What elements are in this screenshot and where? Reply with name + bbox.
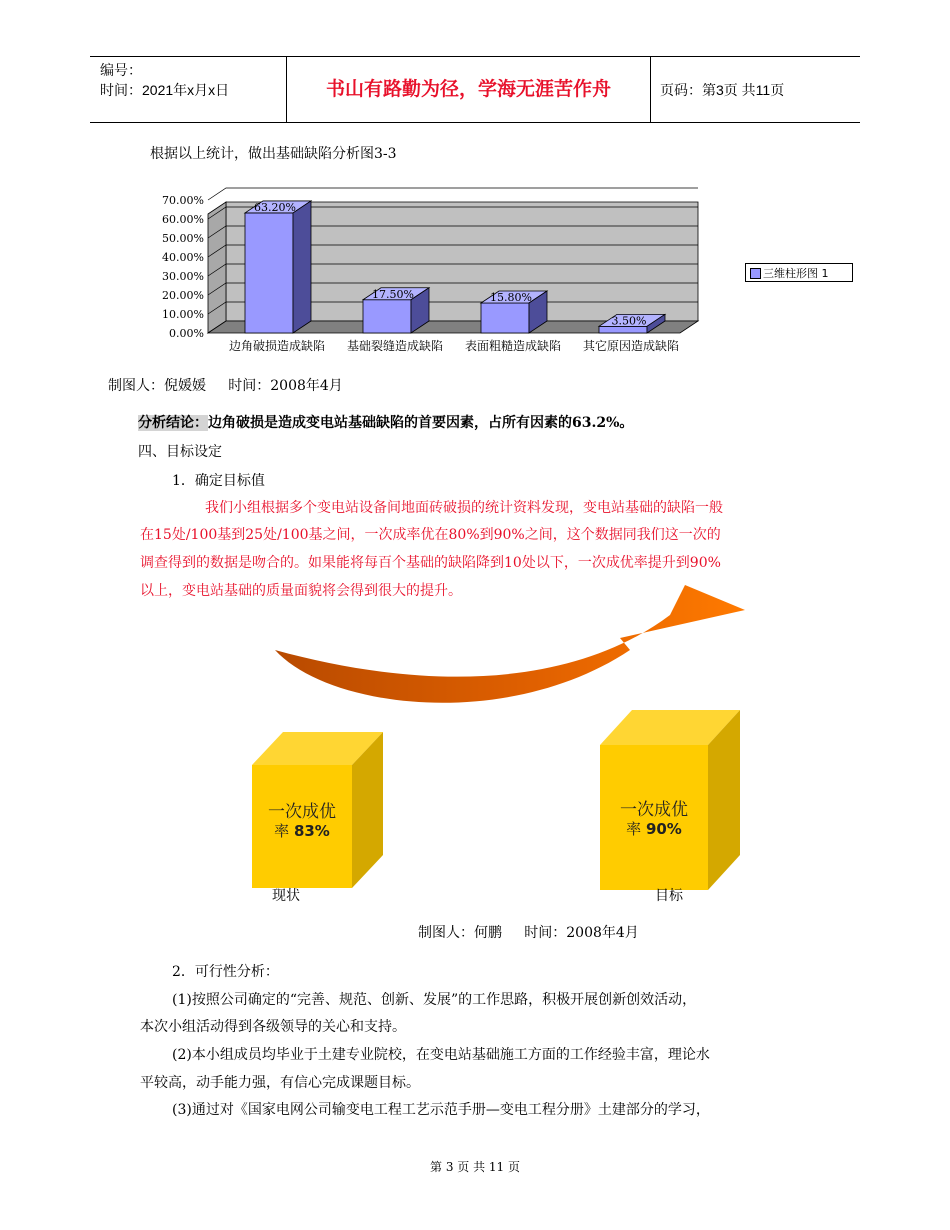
section4-title: 四、目标设定 bbox=[138, 444, 222, 460]
chart-x-categories bbox=[229, 338, 679, 353]
sub2-title: 2．可行性分析： bbox=[172, 964, 279, 980]
feasibility-line-1: (1)按照公司确定的“完善、规范、创新、发展”的工作思路，积极开展创新创效活动， bbox=[172, 992, 697, 1008]
y-tick-label: 40.00% bbox=[162, 251, 204, 264]
y-tick-label: 50.00% bbox=[162, 232, 204, 245]
header-number-label: 编号： bbox=[100, 62, 142, 78]
current-label: 现状 bbox=[272, 888, 300, 904]
y-tick-label: 20.00% bbox=[162, 289, 204, 302]
chart-gridline bbox=[208, 188, 698, 200]
target-rate-value: 90% bbox=[645, 820, 682, 838]
feasibility-line-3: (2)本小组成员均毕业于土建专业院校，在变电站基础施工方面的工作经验丰富，理论水 bbox=[172, 1047, 710, 1063]
header-page-label: 页码：第3页 共11页 bbox=[660, 82, 785, 98]
y-tick-label: 60.00% bbox=[162, 213, 204, 226]
bar-data-label: 15.80% bbox=[490, 290, 532, 304]
chart2-caption: 制图人：何鹏 时间：2008年4月 bbox=[418, 925, 639, 941]
sub1-title: 1．确定目标值 bbox=[172, 473, 265, 489]
header-time-label: 时间：2021年x月x日 bbox=[100, 82, 230, 98]
target-box-line2 bbox=[600, 818, 708, 839]
chart-intro-text: 根据以上统计，做出基础缺陷分析图3-3 bbox=[150, 146, 397, 162]
x-category-label: 基础裂缝造成缺陷 bbox=[346, 339, 444, 353]
header-motto: 书山有路勤为径，学海无涯苦作舟 bbox=[325, 78, 611, 100]
chart-y-ticks bbox=[162, 194, 204, 340]
y-tick-label: 10.00% bbox=[162, 308, 204, 321]
bar-data-label: 63.20% bbox=[254, 200, 296, 214]
current-box-line1: 一次成优 bbox=[268, 802, 336, 822]
bar-front bbox=[363, 300, 411, 333]
legend-series-name: 三维柱形图 1 bbox=[763, 267, 829, 280]
current-box-line2 bbox=[252, 820, 352, 841]
current-rate-prefix: 率 bbox=[274, 822, 290, 840]
header-bottom-rule bbox=[90, 122, 860, 123]
conclusion-text: 边角破损是造成变电站基础缺陷的首要因素，占所有因素的63.2%。 bbox=[208, 415, 634, 431]
defect-bar-chart bbox=[130, 180, 750, 360]
x-category-label: 边角破损造成缺陷 bbox=[228, 339, 326, 353]
chart1-caption: 制图人：倪媛媛 时间：2008年4月 bbox=[108, 378, 343, 394]
y-tick-label: 70.00% bbox=[162, 194, 204, 207]
legend-swatch bbox=[750, 268, 761, 279]
bar-front bbox=[245, 213, 293, 333]
bar-front bbox=[481, 303, 529, 333]
analysis-conclusion bbox=[138, 412, 633, 434]
arrow-shape bbox=[275, 585, 745, 703]
conclusion-label: 分析结论： bbox=[138, 415, 208, 431]
header-top-rule bbox=[90, 56, 860, 57]
goal-line-2: 在15处/100基到25处/100基之间，一次成率优在80%到90%之间，这个数据同我们这一次的 bbox=[140, 527, 721, 543]
bar-data-label: 3.50% bbox=[611, 314, 647, 328]
target-rate-prefix: 率 bbox=[626, 820, 642, 838]
chart-side-wall bbox=[208, 202, 226, 333]
y-tick-label: 30.00% bbox=[162, 270, 204, 283]
improvement-arrow bbox=[270, 580, 750, 720]
chart-legend bbox=[745, 263, 853, 282]
bar-data-label: 17.50% bbox=[372, 287, 414, 301]
header-divider-right bbox=[650, 56, 651, 123]
target-label: 目标 bbox=[655, 888, 683, 904]
current-rate-value: 83% bbox=[293, 822, 330, 840]
goal-line-4: 以上，变电站基础的质量面貌将会得到很大的提升。 bbox=[140, 583, 462, 599]
feasibility-line-2: 本次小组活动得到各级领导的关心和支持。 bbox=[140, 1019, 406, 1035]
x-category-label: 其它原因造成缺陷 bbox=[582, 339, 680, 353]
page-footer: 第 3 页 共 11 页 bbox=[430, 1160, 520, 1174]
goal-line-3: 调查得到的数据是吻合的。如果能将每百个基础的缺陷降到10处以下，一次成优率提升到90% bbox=[140, 555, 721, 571]
goal-line-1: 我们小组根据多个变电站设备间地面砖破损的统计资料发现，变电站基础的缺陷一般 bbox=[205, 500, 723, 516]
feasibility-line-5: (3)通过对《国家电网公司输变电工程工艺示范手册—变电工程分册》土建部分的学习， bbox=[172, 1102, 710, 1118]
y-tick-label: 0.00% bbox=[169, 327, 204, 340]
chart-bar bbox=[245, 201, 311, 333]
feasibility-line-4: 平较高，动手能力强，有信心完成课题目标。 bbox=[140, 1075, 420, 1091]
x-category-label: 表面粗糙造成缺陷 bbox=[464, 339, 562, 353]
bar-side bbox=[293, 201, 311, 333]
target-box-line1: 一次成优 bbox=[620, 800, 688, 820]
